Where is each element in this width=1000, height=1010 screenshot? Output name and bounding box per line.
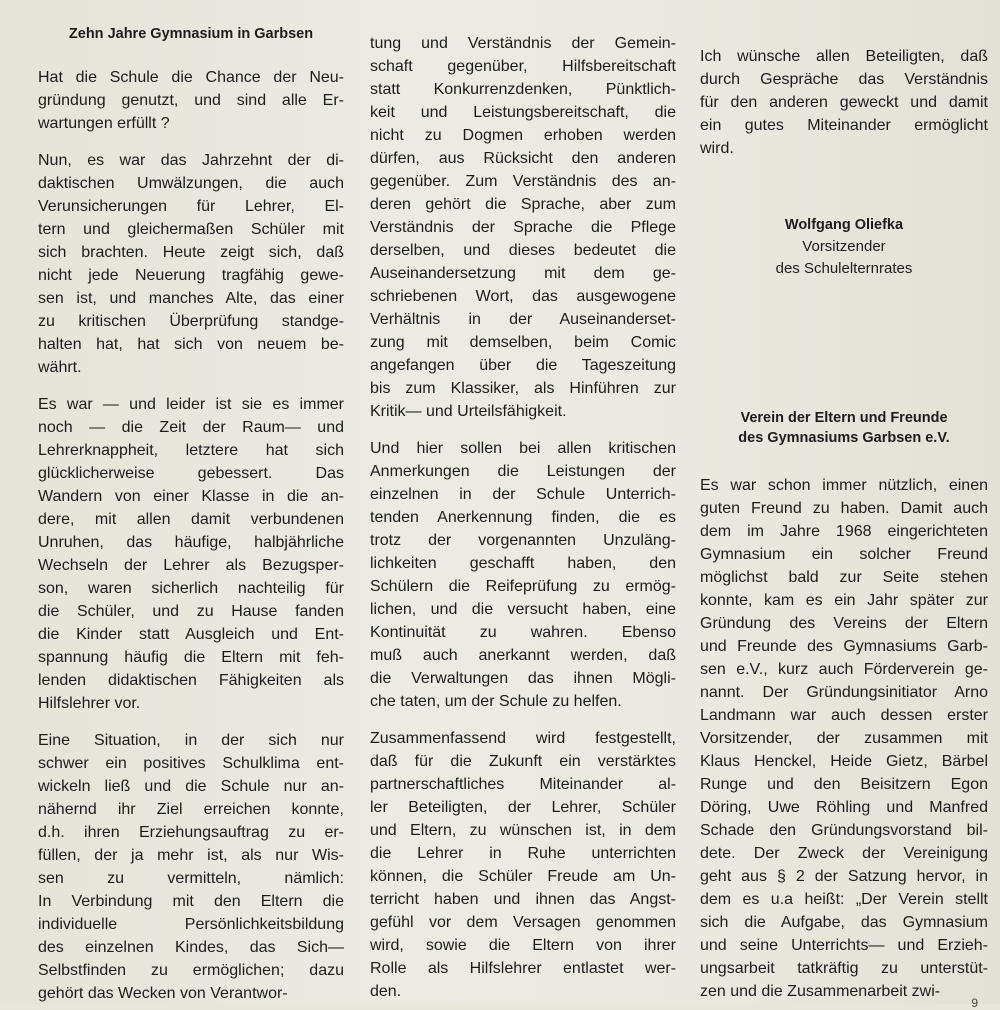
text-line: glücklicherweise gebessert. Das — [38, 465, 344, 482]
text-line: spannung häufig die Eltern mit feh- — [38, 649, 344, 666]
signature-role-1: Vorsitzender — [802, 238, 886, 255]
text-line: die Verwaltungen das ihnen Mögli- — [370, 670, 676, 687]
text-line: Gymnasium ein solcher Freund — [700, 546, 988, 563]
text-line: derselben, und dieses bedeutet die — [370, 242, 676, 259]
paragraph-3 — [38, 393, 344, 715]
text-line: währt. — [38, 359, 82, 376]
text-line: Gründung des Vereins der Eltern — [700, 615, 988, 632]
text-line: d.h. ihren Erziehungsauftrag zu er- — [38, 824, 344, 841]
text-line: daß für die Zukunft ein verstärktes — [370, 753, 676, 770]
text-line: gründung genutzt, und sind alle Er- — [38, 92, 344, 109]
paragraph-1 — [38, 66, 344, 135]
paragraph-5 — [370, 32, 676, 423]
text-line: schriebenen Wort, das ausgewogene — [370, 288, 676, 305]
paragraph-2 — [38, 149, 344, 379]
text-line: einzelnen in der Schule Unterrich- — [370, 486, 676, 503]
text-line: Landmann war auch dessen erster — [700, 707, 988, 724]
column-1 — [38, 0, 344, 1005]
paragraph-7 — [370, 727, 676, 1003]
text-line: durch Gespräche das Verständnis — [700, 71, 988, 88]
article-2-title-line-1: Verein der Eltern und Freunde — [740, 410, 948, 426]
text-line: halten hat, hat sich von neuem be- — [38, 336, 344, 353]
text-line: wartungen erfüllt ? — [38, 115, 170, 132]
text-line: Lehrerknappheit, letztere hat sich — [38, 442, 344, 459]
text-line: In Verbindung mit den Eltern die — [38, 893, 344, 910]
text-line: wickeln ließ und die Schule nur an- — [38, 778, 344, 795]
text-line: zung mit demselben, beim Comic — [370, 334, 676, 351]
article-2-title — [700, 408, 988, 448]
text-line: dem im Jahre 1968 eingerichteten — [700, 523, 988, 540]
text-line: die Kinder statt Ausgleich und Ent- — [38, 626, 344, 643]
text-line: Es war schon immer nützlich, einen — [700, 477, 988, 494]
text-line: Selbstfinden zu ermöglichen; dazu — [38, 962, 344, 979]
text-line: daktischen Umwälzungen, die auch — [38, 175, 344, 192]
text-line: angefangen über die Tageszeitung — [370, 357, 676, 374]
text-line: nannt. Der Gründungsinitiator Arno — [700, 684, 988, 701]
paragraph-4 — [38, 729, 344, 1005]
text-line: partnerschaftliches Miteinander al- — [370, 776, 676, 793]
text-line: son, waren sicherlich nachteilig für — [38, 580, 344, 597]
text-line: möglichst bald zur Seite stehen — [700, 569, 988, 586]
text-line: können, die Schüler Freude am Un- — [370, 868, 676, 885]
text-line: wird. — [700, 140, 734, 157]
page-number: 9 — [971, 996, 978, 1010]
text-line: konnte, kam es ein Jahr später zur — [700, 592, 988, 609]
text-line: die Schüler, und zu Hause fanden — [38, 603, 344, 620]
paragraph-6 — [370, 437, 676, 713]
text-line: zu kritischen Überprüfung standge- — [38, 313, 344, 330]
text-line: Wandern von einer Klasse in die an- — [38, 488, 344, 505]
text-line: gegenüber. Zum Verständnis des an- — [370, 173, 676, 190]
text-line: ein gutes Miteinander ermöglicht — [700, 117, 988, 134]
text-line: den. — [370, 983, 402, 1000]
text-line: ungsarbeit tatkräftig zu unterstüt- — [700, 960, 988, 977]
text-line: nicht zu Dogmen erhoben werden — [370, 127, 676, 144]
text-line: Runge und den Beisitzern Egon — [700, 776, 988, 793]
text-line: Klaus Henckel, Heide Gietz, Bärbel — [700, 753, 988, 770]
text-line: Eine Situation, in der sich nur — [38, 732, 344, 749]
text-line: füllen, der ja mehr ist, als nur Wis- — [38, 847, 344, 864]
text-line: Verhältnis in der Auseinanderset- — [370, 311, 676, 328]
text-line: Und hier sollen bei allen kritischen — [370, 440, 676, 457]
text-line: Anmerkungen die Leistungen der — [370, 463, 676, 480]
text-line: die Lehrer in Ruhe unterrichten — [370, 845, 676, 862]
text-line: Ich wünsche allen Beteiligten, daß — [700, 48, 988, 65]
text-line: Kontinuität zu wahren. Ebenso — [370, 624, 676, 641]
text-line: tenden Anerkennung finden, die es — [370, 509, 676, 526]
text-line: Zusammenfassend wird festgestellt, — [370, 730, 676, 747]
text-line: schaft gegenüber, Hilfsbereitschaft — [370, 58, 676, 75]
paragraph-article-2 — [700, 474, 988, 1003]
text-line: Schülern die Reifeprüfung zu ermög- — [370, 578, 676, 595]
text-line: deren gehört die Sprache, aber zum — [370, 196, 676, 213]
column-3 — [700, 0, 988, 1003]
text-line: für den anderen geweckt und damit — [700, 94, 988, 111]
text-line: ler Beteiligten, der Lehrer, Schüler — [370, 799, 676, 816]
text-line: dem es u.a heißt: „Der Verein stellt — [700, 891, 988, 908]
text-line: des einzelnen Kindes, das Sich— — [38, 939, 344, 956]
paragraph-closing — [700, 45, 988, 160]
text-line: Kritik— und Urteilsfähigkeit. — [370, 403, 567, 420]
text-line: che taten, um der Schule zu helfen. — [370, 693, 622, 710]
text-line: lichkeiten geschafft haben, den — [370, 555, 676, 572]
text-line: und seine Unterrichts— und Erzieh- — [700, 937, 988, 954]
text-line: nähernd ihr Ziel erreichen konnte, — [38, 801, 344, 818]
text-line: muß auch anerkannt werden, daß — [370, 647, 676, 664]
text-line: bis zum Klassiker, als Hinführen zur — [370, 380, 676, 397]
text-line: Schade den Gründungsvorstand bil- — [700, 822, 988, 839]
text-line: Döring, Uwe Röhling und Manfred — [700, 799, 988, 816]
text-line: gehört das Wecken von Verantwor- — [38, 985, 288, 1002]
text-line: wird, sowie die Eltern von ihrer — [370, 937, 676, 954]
text-line: guten Freund zu haben. Damit auch — [700, 500, 988, 517]
text-line: tern und gleichermaßen Schüler mit — [38, 221, 344, 238]
text-line: sen zu vermitteln, nämlich: — [38, 870, 344, 887]
text-line: Verständnis der Sprache die Pflege — [370, 219, 676, 236]
text-line: Es war — und leider ist sie es immer — [38, 396, 344, 413]
text-line: und Eltern, zu wünschen ist, in dem — [370, 822, 676, 839]
text-line: sich brachten. Heute zeigt sich, daß — [38, 244, 344, 261]
text-line: sen ist, und manches Alte, das einer — [38, 290, 344, 307]
text-line: lenden didaktischen Fähigkeiten als — [38, 672, 344, 689]
text-line: Hat die Schule die Chance der Neu- — [38, 69, 344, 86]
article-title: Zehn Jahre Gymnasium in Garbsen — [68, 26, 314, 42]
text-line: terricht haben und ihnen das Angst- — [370, 891, 676, 908]
text-line: sen e.V., kurz auch Förderverein ge- — [700, 661, 988, 678]
text-line: individuelle Persönlichkeitsbildung — [38, 916, 344, 933]
text-line: noch — die Zeit der Raum— und — [38, 419, 344, 436]
text-line: Verunsicherungen für Lehrer, El- — [38, 198, 344, 215]
text-line: Unruhen, das häufige, halbjährliche — [38, 534, 344, 551]
text-line: geht aus § 2 der Satzung hervor, in — [700, 868, 988, 885]
text-line: Hilfslehrer vor. — [38, 695, 141, 712]
text-line: dere, mit allen damit verbundenen — [38, 511, 344, 528]
text-line: tung und Verständnis der Gemein- — [370, 35, 676, 52]
text-line: trotz der vorgenannten Unzuläng- — [370, 532, 676, 549]
signature-name: Wolfgang Oliefka — [784, 217, 904, 233]
text-line: schwer ein positives Schulklima ent- — [38, 755, 344, 772]
text-line: zen und die Zusammenarbeit zwi- — [700, 983, 941, 1000]
text-line: Auseinandersetzung mit dem ge- — [370, 265, 676, 282]
text-line: nicht jede Neuerung tragfähig gewe- — [38, 267, 344, 284]
text-line: Nun, es war das Jahrzehnt der di- — [38, 152, 344, 169]
text-line: keit und Leistungsbereitschaft, die — [370, 104, 676, 121]
text-line: gefühl vor dem Versagen genommen — [370, 914, 676, 931]
text-line: dete. Der Zweck der Vereinigung — [700, 845, 988, 862]
text-line: Vorsitzender, der zusammen mit — [700, 730, 988, 747]
text-line: dürfen, aus Rücksicht den anderen — [370, 150, 676, 167]
text-line: lichen, und die versucht haben, eine — [370, 601, 676, 618]
text-line: statt Konkurrenzdenken, Pünktlich- — [370, 81, 676, 98]
column-2 — [370, 0, 676, 1003]
text-line: und Freunde des Gymnasiums Garb- — [700, 638, 988, 655]
text-line: sich die Aufgabe, das Gymnasium — [700, 914, 988, 931]
text-line: Wechseln der Lehrer als Bezugsper- — [38, 557, 344, 574]
article-2-title-line-2: des Gymnasiums Garbsen e.V. — [738, 430, 950, 446]
signature-role-2: des Schulelternrates — [775, 260, 913, 277]
signature-block — [700, 214, 988, 280]
text-line: Rolle als Hilfslehrer entlastet wer- — [370, 960, 676, 977]
